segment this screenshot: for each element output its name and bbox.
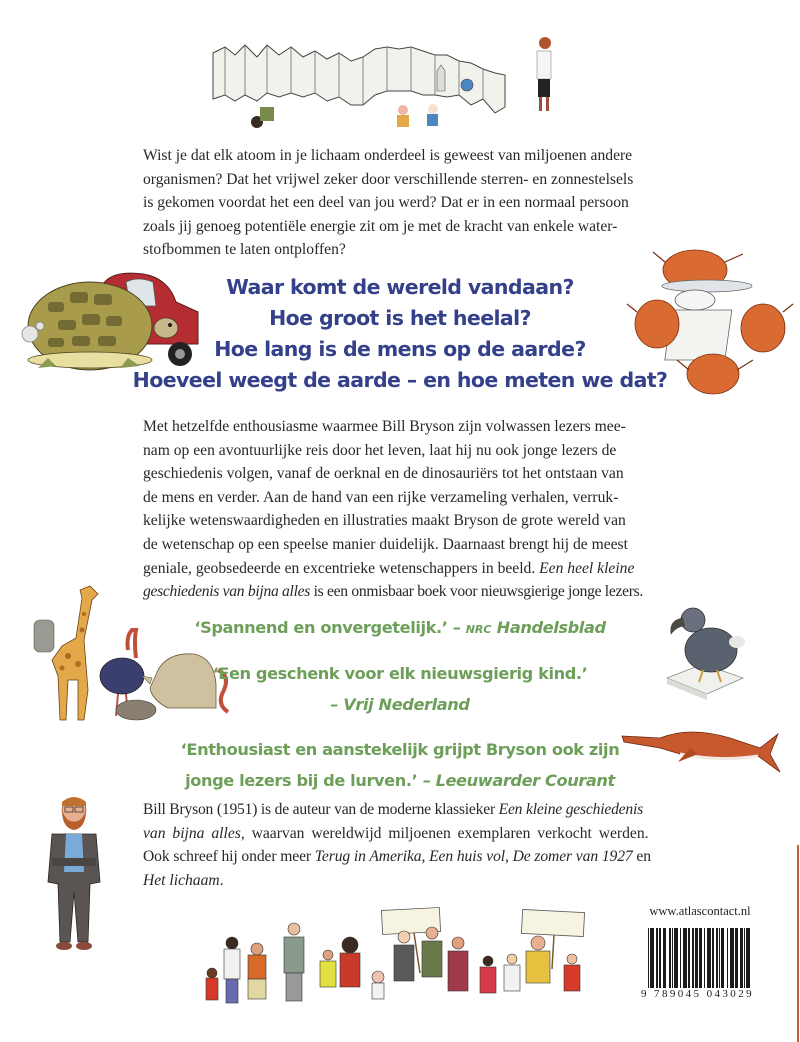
publisher-url: www.atlascontact.nl xyxy=(649,904,751,918)
quote-source: Leeuwarder Courant xyxy=(435,771,615,790)
dodo-illustration xyxy=(655,598,755,698)
description-text: geniale, geobsedeerde en excentrieke wetenschappers in beeld. xyxy=(143,559,540,577)
author-portrait-illustration xyxy=(38,792,110,957)
description-text: is een onmisbaar boek voor nieuwsgierige jonge lezers. xyxy=(310,583,643,601)
bio-text: Bill Bryson (1951) is de auteur van de moderne klassieker xyxy=(143,801,499,818)
author-bio xyxy=(143,798,658,892)
review-quote-2 xyxy=(160,658,640,720)
book-title: Terug in Amerika xyxy=(314,848,422,866)
bio-line xyxy=(143,798,658,822)
quote-source: – Vrij Nederland xyxy=(330,695,470,714)
review-quote-1 xyxy=(160,612,640,645)
intro-paragraph xyxy=(143,144,658,262)
description-line: Met hetzelfde enthousiasme waarmee Bill Bryson zijn volwassen lezers mee- xyxy=(143,418,626,435)
quote-source: Handelsblad xyxy=(491,618,606,637)
bio-text: , xyxy=(421,848,430,866)
quote-source-prefix: NRC xyxy=(465,623,492,636)
book-title: van bijna alles xyxy=(143,824,241,842)
bio-text: en xyxy=(632,848,651,866)
description-line: nam op een avontuurlijke reis door het leven, laat hij nu ook jonge lezers de xyxy=(143,441,617,459)
bio-line xyxy=(143,822,658,846)
isbn-number xyxy=(640,988,760,1000)
bio-line xyxy=(143,869,658,893)
intro-line: is gekomen voordat het een deel van jou werd? Dat er in een normaal persoon xyxy=(143,194,629,212)
bio-line xyxy=(143,845,658,869)
bio-text: , waarvan wereldwijd miljoenen exemplaren verkocht werden. xyxy=(240,824,649,842)
isbn-text: 9 789045 043029 xyxy=(641,988,754,1000)
question-3: Hoe lang is de mens op de aarde? xyxy=(214,337,586,361)
questions-block xyxy=(132,272,668,396)
intro-line: organismen? Dat het vrijwel zeker door verschillende sterren- en zonnestelsels xyxy=(143,170,634,188)
description-line: geschiedenis volgen, vanaf de oerknal en de dinosauriërs tot het ontstaan van xyxy=(143,465,624,483)
cover-edge-line xyxy=(797,845,799,1042)
book-title: De zomer van 1927 xyxy=(512,848,633,866)
question-1: Waar komt de wereld vandaan? xyxy=(226,275,574,299)
book-title: Het lichaam xyxy=(143,871,220,889)
folding-book-illustration xyxy=(205,35,555,130)
book-title: Een kleine geschiedenis xyxy=(498,801,643,818)
bio-text: . xyxy=(219,871,224,889)
ichthyosaur-illustration xyxy=(620,718,785,778)
book-title: Een heel kleine xyxy=(539,559,635,577)
question-4: Hoeveel weegt de aarde – en hoe meten we dat? xyxy=(132,368,668,392)
intro-line: Wist je dat elk atoom in je lichaam onderdeel is geweest van miljoenen andere xyxy=(143,147,633,164)
book-title: Een huis vol xyxy=(429,848,505,866)
quote-text: jonge lezers bij de lurven.’ – xyxy=(185,771,436,790)
question-2: Hoe groot is het heelal? xyxy=(269,306,531,330)
quote-text: ‘Enthousiast en aanstekelijk grijpt Bryson ook zijn xyxy=(180,740,620,759)
review-quote-3 xyxy=(150,734,650,796)
isbn-barcode xyxy=(641,928,754,1002)
description-line: de wetenschap op een speelse manier duidelijk. Daarnaast brengt hij de meest xyxy=(143,535,628,553)
quote-text: ‘Spannend en onvergetelijk.’ – xyxy=(194,618,466,637)
description-line xyxy=(143,557,658,581)
description-paragraph xyxy=(143,415,658,604)
quote-text: ‘Een geschenk voor elk nieuwsgierig kind.’ xyxy=(212,664,588,683)
book-title: geschiedenis van bijna alles xyxy=(143,583,310,601)
marching-people-illustration xyxy=(182,903,602,1013)
description-line: kelijke wetenswaardigheden en illustraties maakt Bryson de grote wereld van xyxy=(143,512,626,530)
bio-text: Ook schreef hij onder meer xyxy=(143,848,315,866)
description-line: de mens en verder. Aan de hand van een rijke verzameling verhalen, verruk- xyxy=(143,488,619,506)
intro-line: zoals jij genoeg potentiële energie zit om je met de kracht van enkele water- xyxy=(143,217,618,235)
bio-text: , xyxy=(505,848,513,866)
intro-line: stofbommen te laten ontploffen? xyxy=(143,241,346,259)
